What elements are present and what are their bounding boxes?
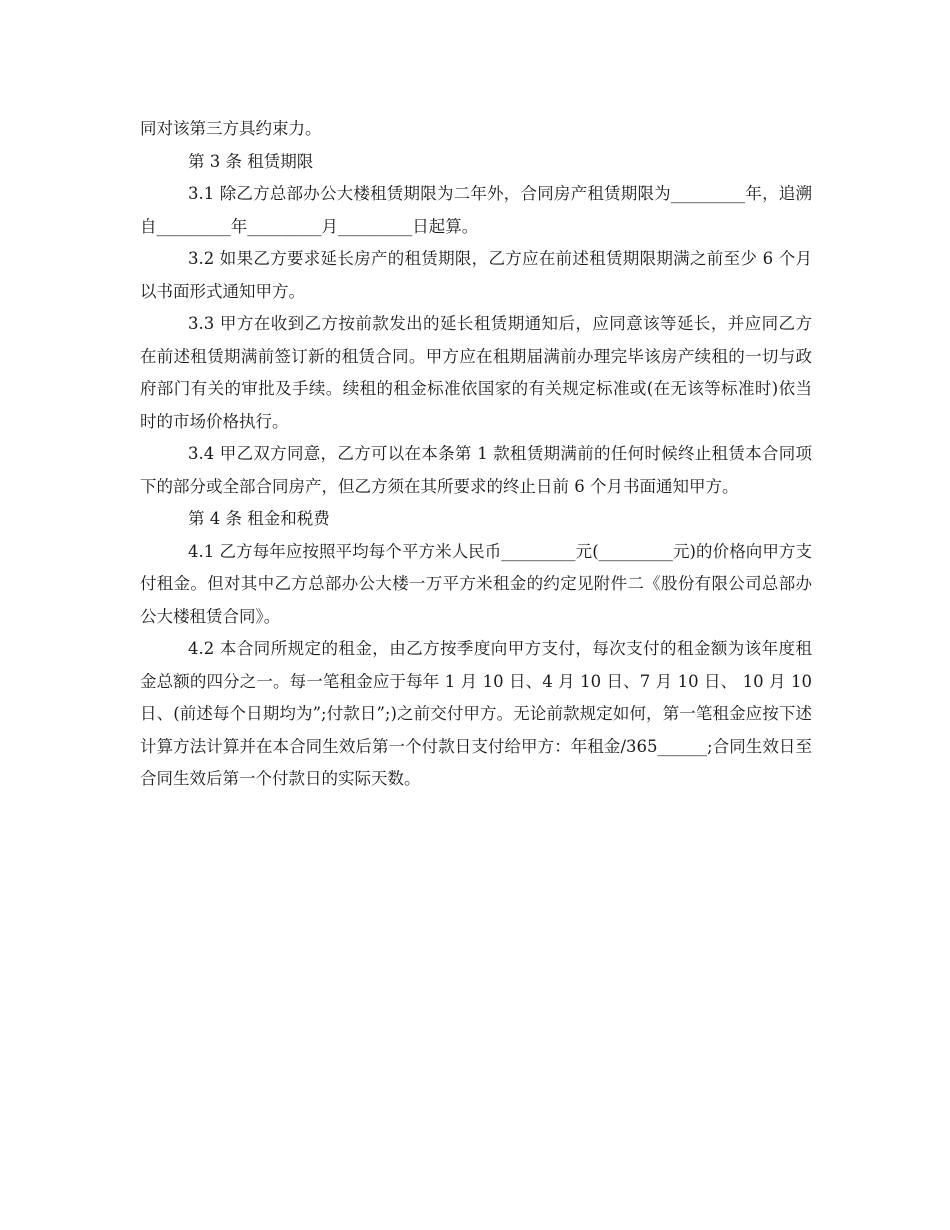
clause-4-2: 4.2 本合同所规定的租金，由乙方按季度向甲方支付，每次支付的租金额为该年度租金总额的四分之一。每一笔租金应于每年 1 月 10 日、4 月 10 日、7 月 10 日、 10 月 10 日、(前述每个日期均为”;付款日”;)之前交付甲方。无论前款规定如何，第一笔租金应按下述计算方法计算并在本合同生效后第一个付款日支付给甲方：年租金/365______;合同生效日至合同生效后第一个付款日的实际天数。 bbox=[140, 639, 812, 788]
paragraph-continuation: 同对该第三方具约束力。 bbox=[140, 119, 322, 138]
clause-3-1: 3.1 除乙方总部办公大楼租赁期限为二年外，合同房产租赁期限为_________年，追溯自_________年_________月_________日起算。 bbox=[140, 184, 812, 236]
contract-body bbox=[140, 113, 812, 796]
clause-4-1: 4.1 乙方每年应按照平均每个平方米人民币_________元(_________元)的价格向甲方支付租金。但对其中乙方总部办公大楼一万平方米租金的约定见附件二《股份有限公司总部办公大楼租赁合同》。 bbox=[140, 541, 812, 626]
clause-3-3: 3.3 甲方在收到乙方按前款发出的延长租赁期通知后，应同意该等延长，并应同乙方在前述租赁期满前签订新的租赁合同。甲方应在租期届满前办理完毕该房产续租的一切与政府部门有关的审批及手续。续租的租金标准依国家的有关规定标准或(在无该等标准时)依当时的市场价格执行。 bbox=[140, 314, 812, 431]
clause-3-4: 3.4 甲乙双方同意，乙方可以在本条第 1 款租赁期满前的任何时候终止租赁本合同项下的部分或全部合同房产，但乙方须在其所要求的终止日前 6 个月书面通知甲方。 bbox=[140, 444, 812, 496]
clause-3-2: 3.2 如果乙方要求延长房产的租赁期限，乙方应在前述租赁期限期满之前至少 6 个月以书面形式通知甲方。 bbox=[140, 249, 812, 301]
article-4-heading: 第 4 条 租金和税费 bbox=[188, 509, 330, 528]
article-3-heading: 第 3 条 租赁期限 bbox=[188, 151, 314, 171]
